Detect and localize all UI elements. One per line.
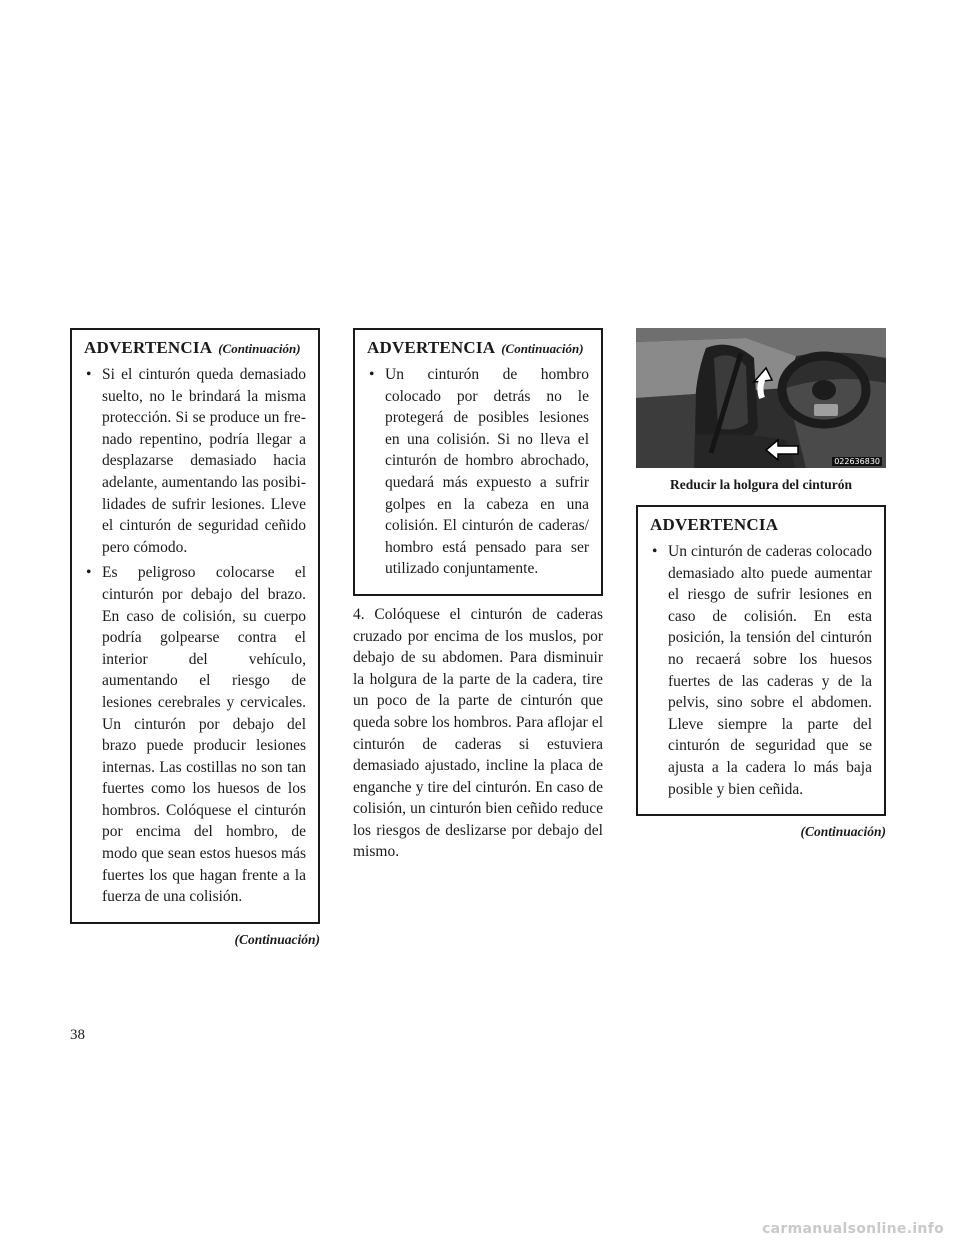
figure-caption: Reducir la holgura del cinturón xyxy=(669,477,852,492)
warning-bullets xyxy=(650,541,872,800)
warning-header xyxy=(650,515,872,535)
bullet-item: • Si el cinturón queda demasiado suelto, no le brindará la misma protección. Si se produce un frenado repentino, podría llegar a desplazarse demasiado hacia adelante, aumentando las posibilidades de sufrir lesiones. Lleve el cinturón de seguridad ceñido pero cómodo. xyxy=(84,364,306,558)
bullet-item: • Un cinturón de hombro colocado por detrás no le protegerá de posibles lesiones en una colisión. Si no lleva el cinturón de hombro abrochado, quedará más expuesto a sufrir golpes en la cabeza en una colisión. El cinturón de caderas/ hombro está pensado para ser utilizado conjuntamente. xyxy=(367,364,589,580)
bullet-item: • Es peligroso colocarse el cinturón por debajo del brazo. En caso de colisión, su cuerpo podría golpearse contra el interior del vehículo, aumentando el riesgo de lesiones cerebrales y cervicales. Un cinturón por debajo del brazo puede producir lesiones internas. Las costillas no son tan fuertes como los huesos de los hombros. Colóquese el cinturón por encima del hombro, de modo que sean estos huesos más fuertes los que hagan frente a la fuerza de una colisión. xyxy=(84,562,306,908)
site-watermark: carmanualsonline.info xyxy=(762,1221,944,1237)
warning-header xyxy=(367,338,589,358)
page-number: 38 xyxy=(70,1027,85,1043)
warning-box-1 xyxy=(70,328,320,924)
continued-footer: (Continuación) xyxy=(234,931,320,947)
continued-label: (Continuación) xyxy=(218,341,301,356)
warning-box-3 xyxy=(636,505,886,816)
warning-header xyxy=(84,338,306,358)
warning-title: ADVERTENCIA xyxy=(650,515,779,534)
column-3 xyxy=(636,328,886,840)
warning-box-2 xyxy=(353,328,603,596)
seatbelt-figure xyxy=(636,328,886,468)
continued-label: (Continuación) xyxy=(501,341,584,356)
column-1 xyxy=(70,328,320,948)
bullet-item: • Un cinturón de caderas colocado demasiado alto puede aumentar el riesgo de sufrir lesiones en caso de colisión. En esta posición, la tensión del cinturón no recaerá sobre los huesos fuertes de las caderas y de la pelvis, sino sobre el abdomen. Lleve siempre la parte del cinturón de seguridad que se ajusta a la cadera lo más baja posible y bien ceñida. xyxy=(650,541,872,800)
step-paragraph: 4. Colóquese el cinturón de caderas cruzado por encima de los muslos, por debajo de su abdomen. Para disminuir la holgura de la parte de la cadera, tire un poco de la parte de cinturón que queda sobre los hombros. Para aflojar el cinturón de caderas si estuviera demasiado ajustado, incline la placa de enganche y tire del cinturón. En caso de colisión, un cinturón bien ceñido reduce los riesgos de deslizarse por debajo del mismo. xyxy=(353,605,603,861)
warning-bullets xyxy=(84,364,306,908)
column-2 xyxy=(353,328,603,863)
warning-title: ADVERTENCIA xyxy=(84,338,213,357)
car-interior-illustration xyxy=(636,328,886,468)
continued-footer: (Continuación) xyxy=(800,824,886,840)
warning-bullets xyxy=(367,364,589,580)
warning-title: ADVERTENCIA xyxy=(367,338,496,357)
figure-code: 022636830 xyxy=(834,457,880,466)
